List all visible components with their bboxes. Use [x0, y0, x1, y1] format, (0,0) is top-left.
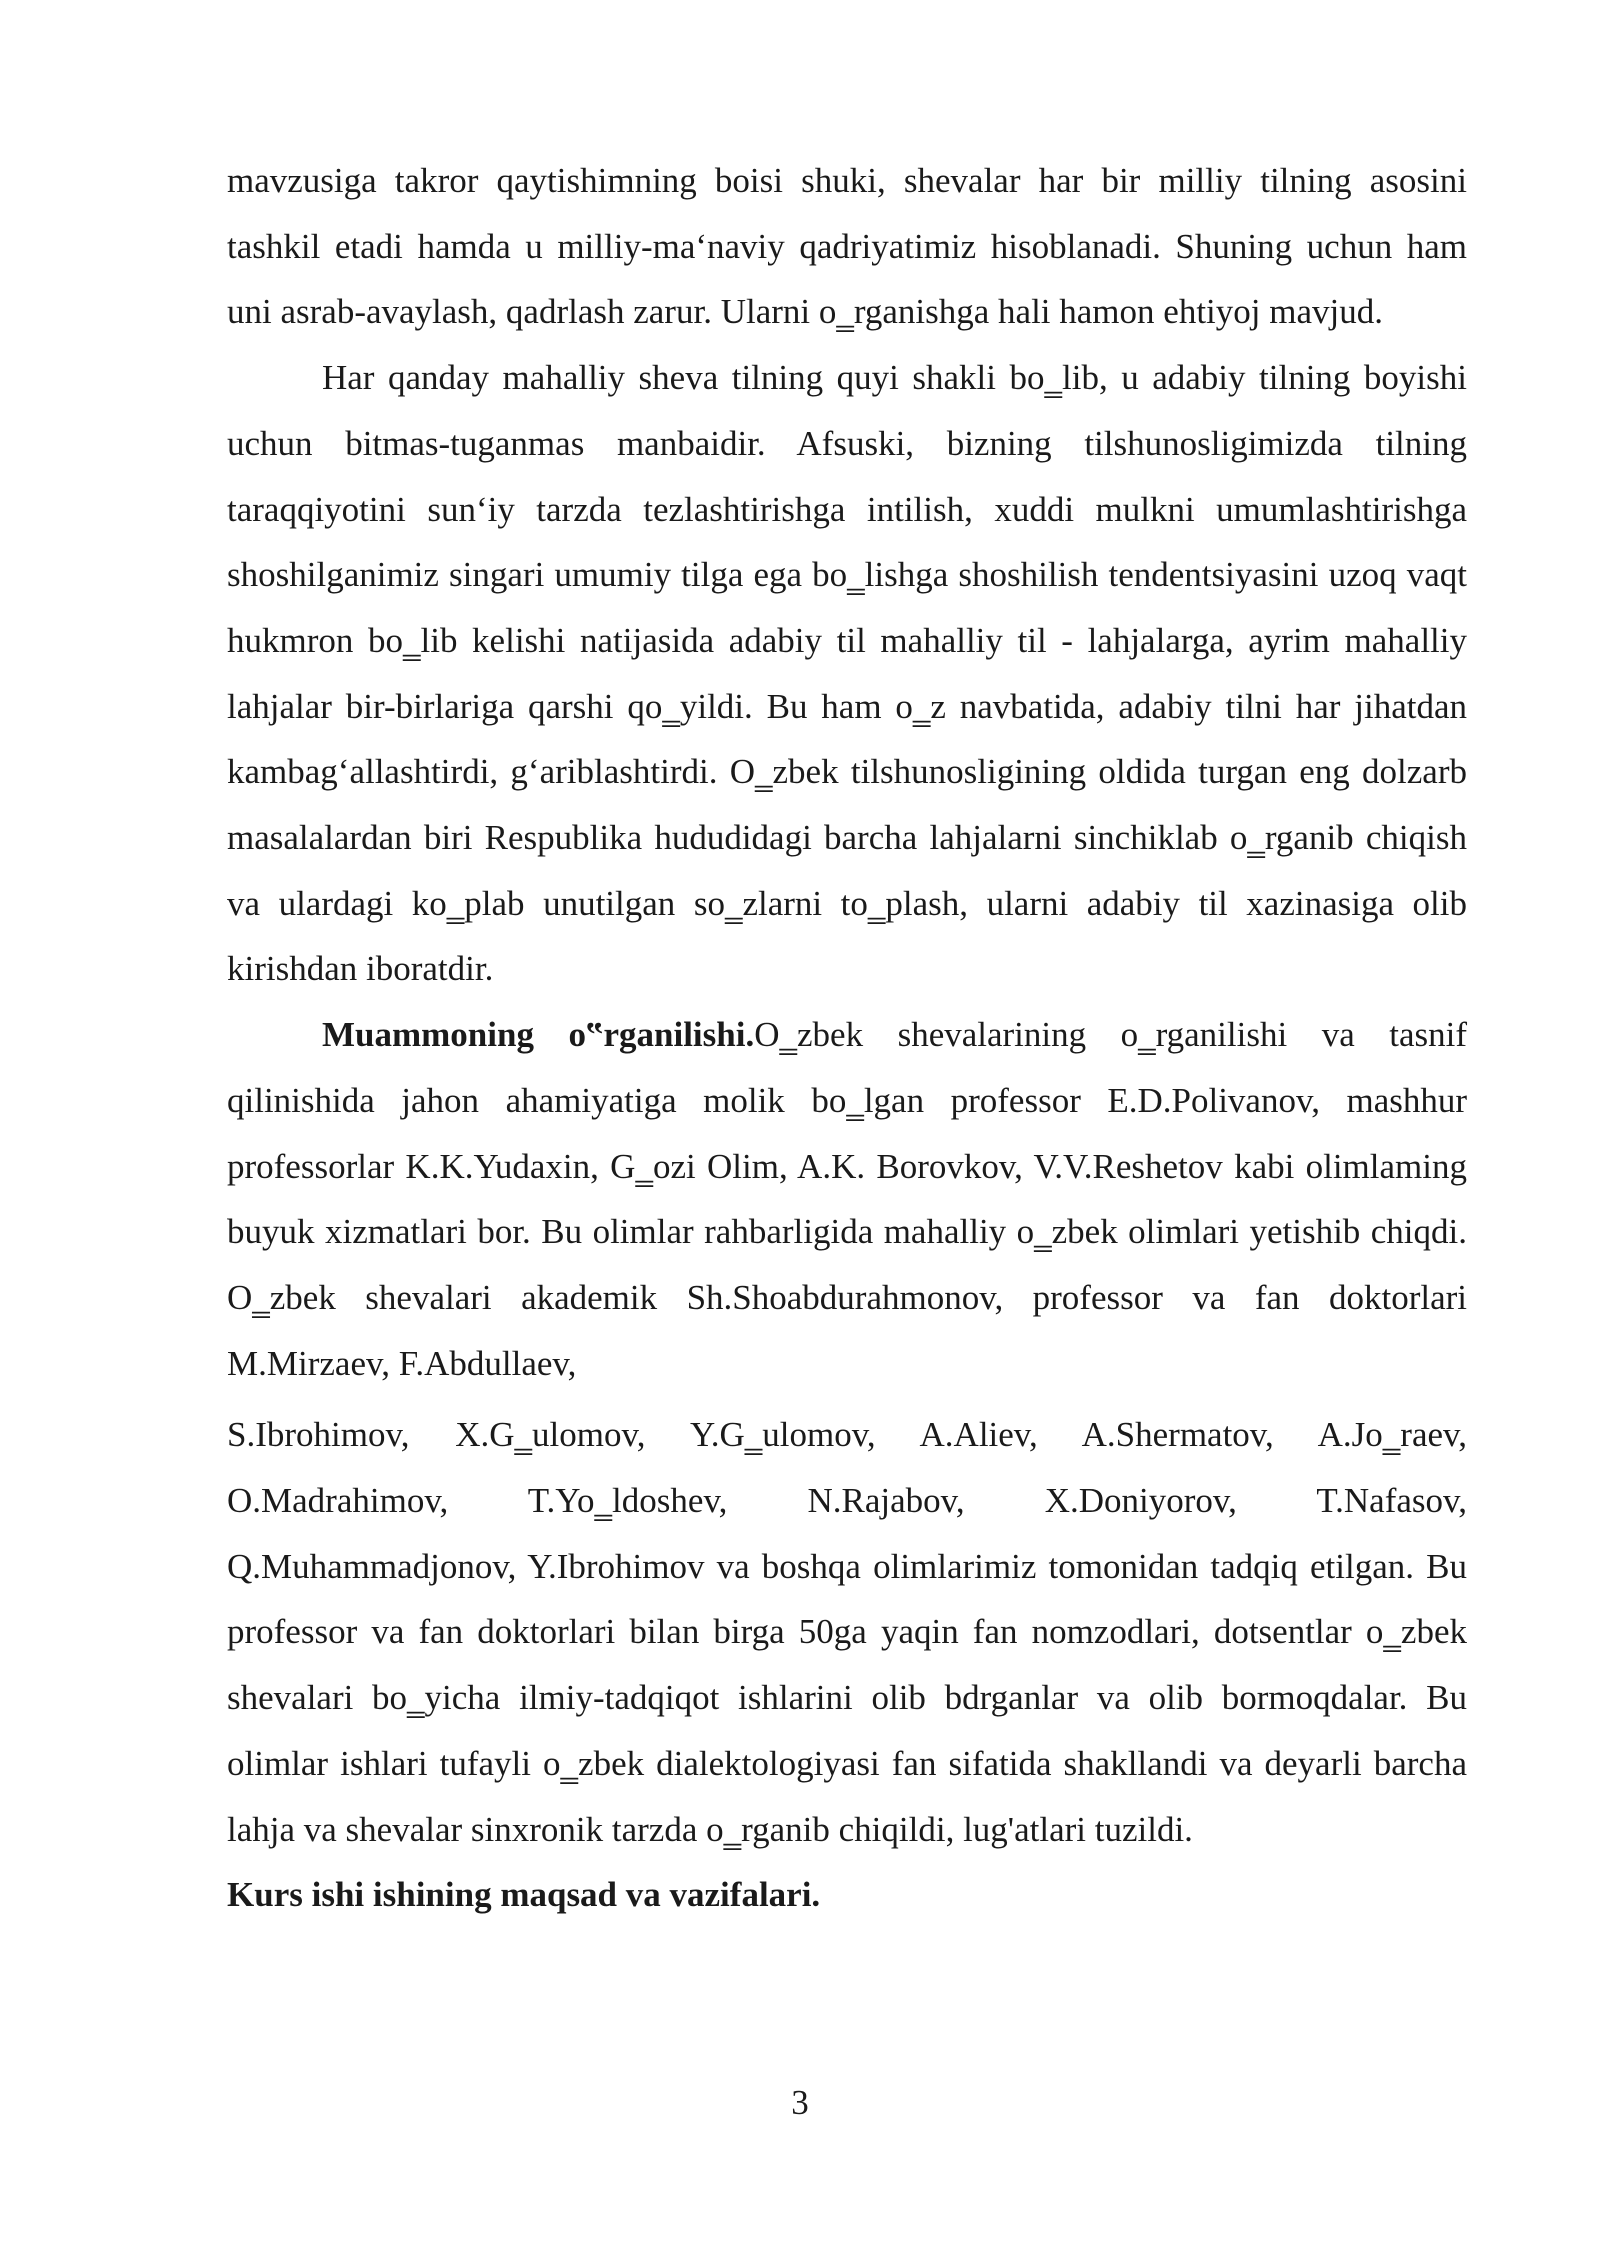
- paragraph-dialects: Har qanday mahalliy sheva tilning quyi shakli bo‗lib, u adabiy tilning boyishi uchun bitmas-tuganmas manbaidir. Afsuski, bizning tilshunosligimizda tilning taraqqiyotini sun‘iy tarzda tezlashtirishga intilish, xuddi mulkni umumlashtirishga shoshilganimiz singari umumiy tilga ega bo‗lishga shoshilish tendentsiyasini uzoq vaqt hukmron bo‗lib kelishi natijasida adabiy til mahalliy til - lahjalarga, ayrim mahalliy lahjalar bir-birlariga qarshi qo‗yildi. Bu ham o‗z navbatida, adabiy tilni har jihatdan kambag‘allashtirdi, g‘ariblashtirdi. O‗zbek tilshunosligining oldida turgan eng dolzarb masalalardan biri Respublika hududidagi barcha lahjalarni sinchiklab o‗rganib chiqish va ulardagi ko‗plab unutilgan so‗zlarni to‗plash, ularni adabiy til xazinasiga olib kirishdan iboratdir.: [227, 358, 1467, 989]
- paragraph-research-history: [227, 1002, 1467, 1396]
- paragraph-intro: mavzusiga takror qaytishimning boisi shuki, shevalar har bir milliy tilning asosini tashkil etadi hamda u milliy-ma‘naviy qadriyatimiz hisoblanadi. Shuning uchun ham uni asrab-avaylash, qadrlash zarur. Ularni o‗rganishga hali hamon ehtiyoj mavjud.: [227, 161, 1467, 332]
- document-page: [227, 148, 1467, 1928]
- page-number: 3: [791, 2083, 809, 2122]
- section-heading-research: Muammoning o‟rganilishi.: [322, 1015, 755, 1055]
- section-heading-goals: Kurs ishi ishining maqsad va vazifalari.: [227, 1875, 821, 1915]
- paragraph-research-text: O‗zbek shevalarining o‗rganilishi va tasnif qilinishida jahon ahamiyatiga molik bo‗lgan professor E.D.Polivanov, mashhur professorlar K.K.Yudaxin, G‗ozi Olim, A.K. Borovkov, V.V.Reshetov kabi olimlaming buyuk xizmatlari bor. Bu olimlar rahbarligida mahalliy o‗zbek olimlari yetishib chiqdi. O‗zbek shevalari akademik Sh.Shoabdurahmonov, professor va fan doktorlari M.Mirzaev, F.Abdullaev,: [227, 1015, 1468, 1383]
- paragraph-scholars: S.Ibrohimov, X.G‗ulomov, Y.G‗ulomov, A.Aliev, A.Shermatov, A.Jo‗raev, O.Madrahimov, T.Yo‗ldoshev, N.Rajabov, X.Doniyorov, T.Nafasov, Q.Muhammadjonov, Y.Ibrohimov va boshqa olimlarimiz tomonidan tadqiq etilgan. Bu professor va fan doktorlari bilan birga 50ga yaqin fan nomzodlari, dotsentlar o‗zbek shevalari bo‗yicha ilmiy-tadqiqot ishlarini olib bdrganlar va olib bormoqdalar. Bu olimlar ishlari tufayli o‗zbek dialektologiyasi fan sifatida shakllandi va deyarli barcha lahja va shevalar sinxronik tarzda o‗rganib chiqildi, lug'atlari tuzildi.: [227, 1415, 1467, 1849]
